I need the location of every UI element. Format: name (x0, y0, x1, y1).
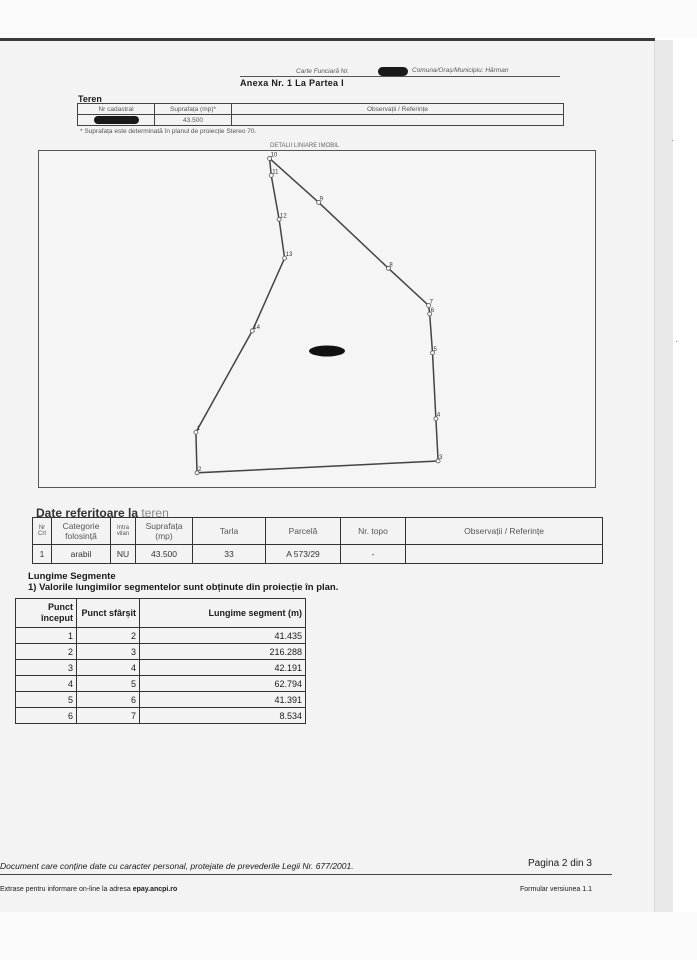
cell-suprafata: 43.500 (155, 115, 232, 126)
vertex-label: 3 (439, 454, 443, 461)
cell-length: 216.288 (140, 644, 306, 660)
comuna-label: Comuna/Oraș/Municipiu: Hărman (412, 67, 509, 74)
footer-rule (0, 874, 612, 875)
anexa-title: Anexa Nr. 1 La Partea I (240, 78, 344, 88)
page-edge (655, 40, 673, 912)
redaction-mark (378, 67, 408, 76)
col-punct-inceput: Punct început (16, 599, 77, 628)
vertex-label: 10 (270, 152, 278, 159)
carte-funciara-label: Carte Funciară Nr. (296, 68, 350, 75)
cell-length: 62.794 (140, 676, 306, 692)
segmente-title (28, 571, 338, 593)
cell-length: 41.435 (140, 628, 306, 644)
table-row (16, 692, 306, 708)
projection-note: * Suprafața este determinată în planul de proiecție Stereo 70. (80, 128, 257, 135)
formular-version: Formular versiunea 1.1 (520, 886, 592, 893)
vertex-label: 8 (389, 262, 393, 269)
table-row (16, 660, 306, 676)
background-top (0, 0, 697, 38)
cell-nr-cadastral (78, 115, 155, 126)
cell-observatii (232, 115, 564, 126)
col-suprafata: Suprafața (mp) (136, 518, 193, 545)
cell-length: 41.391 (140, 692, 306, 708)
personal-data-notice: Document care conține date cu caracter personal, protejate de prevederile Legii Nr. 677/2001. (0, 861, 354, 871)
col-nr-crt: Nr Crt (33, 518, 52, 545)
cell-start: 5 (16, 692, 77, 708)
cell-observatii (406, 545, 603, 564)
plan-title: DETALII LINIARE IMOBIL (270, 143, 340, 149)
page-number: Pagina 2 din 3 (528, 858, 592, 869)
vertex-label: 7 (429, 299, 433, 306)
col-suprafata: Suprafața (mp)* (155, 104, 232, 115)
vertex-label: 11 (272, 169, 279, 176)
cell-start: 6 (16, 708, 77, 724)
cell-start: 2 (16, 644, 77, 660)
col-parcela: Parcelă (266, 518, 341, 545)
cell-start: 3 (16, 660, 77, 676)
vertex-label: 4 (436, 412, 441, 419)
table-row (16, 708, 306, 724)
table-row (16, 628, 306, 644)
date-teren-title-bold: Date referitoare la (36, 506, 139, 520)
vertex-label: 9 (319, 196, 324, 203)
header-rule (240, 76, 560, 77)
col-categorie: Categorie folosință (52, 518, 111, 545)
scan-speck: · (675, 336, 678, 346)
cell-end: 6 (77, 692, 140, 708)
vertex-label: 12 (280, 213, 287, 220)
col-intra-vilan: Intra vilan (111, 518, 136, 545)
cell-end: 5 (77, 676, 140, 692)
cell-length: 8.534 (140, 708, 306, 724)
redaction-mark (94, 116, 139, 124)
cell-nr-topo: - (341, 545, 406, 564)
vertex-label: 2 (198, 466, 202, 473)
date-teren-title-light: teren (141, 506, 169, 520)
segmente-table (15, 598, 306, 724)
teren-title: Teren (78, 94, 102, 104)
col-lungime: Lungime segment (m) (140, 599, 306, 628)
vertex-label: 1 (196, 426, 201, 433)
cell-parcela: A 573/29 (266, 545, 341, 564)
col-punct-sfarsit: Punct sfârșit (77, 599, 140, 628)
col-nr-cadastral: Nr cadastral (78, 104, 155, 115)
table-row (16, 644, 306, 660)
cell-suprafata: 43.500 (136, 545, 193, 564)
teren-table (77, 103, 564, 126)
table-row (16, 676, 306, 692)
scan-speck: · (671, 135, 674, 145)
vertex-label: 6 (430, 307, 435, 314)
cell-tarla: 33 (193, 545, 266, 564)
cell-end: 2 (77, 628, 140, 644)
cell-intra-vilan: NU (111, 545, 136, 564)
vertex-label: 14 (253, 324, 260, 331)
extras-line (0, 886, 177, 893)
cell-end: 7 (77, 708, 140, 724)
cell-end: 4 (77, 660, 140, 676)
parcel-plan (38, 150, 596, 488)
extras-prefix: Extrase pentru informare on-line la adresa (0, 886, 131, 893)
table-row (33, 545, 603, 564)
col-observatii: Observații / Referințe (406, 518, 603, 545)
cell-end: 3 (77, 644, 140, 660)
col-tarla: Tarla (193, 518, 266, 545)
segmente-heading: Lungime Segmente (28, 571, 116, 582)
extras-site-link[interactable]: epay.ancpi.ro (132, 886, 178, 893)
cell-categorie: arabil (52, 545, 111, 564)
date-teren-table (32, 517, 603, 564)
col-nr-topo: Nr. topo (341, 518, 406, 545)
segmente-subtitle: 1) Valorile lungimilor segmentelor sunt obținute din proiecție în plan. (28, 582, 339, 593)
cell-start: 4 (16, 676, 77, 692)
cell-nr-crt: 1 (33, 545, 52, 564)
col-observatii: Observații / Referințe (232, 104, 564, 115)
vertex-label: 13 (285, 252, 293, 259)
redaction-mark (309, 346, 345, 357)
cell-length: 42.191 (140, 660, 306, 676)
background-bottom (0, 912, 697, 960)
cell-start: 1 (16, 628, 77, 644)
vertex-label: 5 (433, 346, 437, 353)
